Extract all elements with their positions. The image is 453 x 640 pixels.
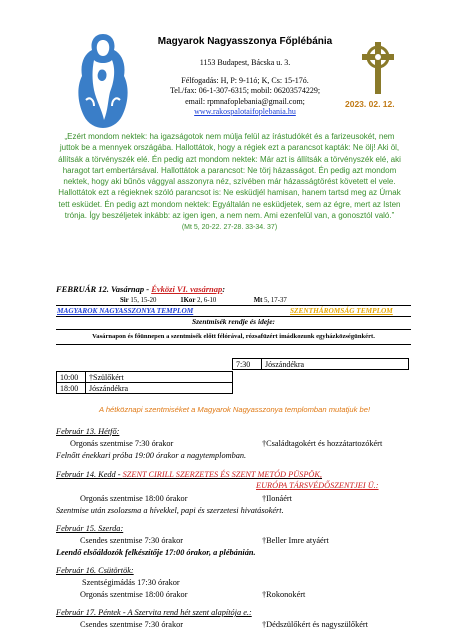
parish-address: 1153 Budapest, Bácska u. 3. <box>199 58 291 67</box>
mass-intention: †Dédszülőkért és nagyszülőkért <box>262 620 368 629</box>
reading-book: 1Kor <box>180 297 196 304</box>
mass-schedule-title: Szentmisék rendje és ideje: <box>191 317 276 326</box>
celtic-cross-icon <box>360 40 396 96</box>
sunday-date: FEBRUÁR 12. Vasárnap - <box>56 284 152 294</box>
right-mass-table <box>232 358 409 370</box>
day-heading-text: Február 14. Kedd - <box>56 470 123 479</box>
day-note: Leendő elsőáldozók felkészítője 17:00 órakor, a plébánián. <box>56 548 256 557</box>
office-hours: Félfogadás: H, P: 9-11ó; K, Cs: 15-17ó. <box>181 76 309 85</box>
weekday-notice: A hétköznapi szentmiséket a Magyarok Nagyasszonya templomban mutatjuk be! <box>98 405 371 414</box>
parish-title: Magyarok Nagyasszonya Főplébánia <box>157 36 333 47</box>
bulletin-date: 2023. 02. 12. <box>345 99 395 109</box>
sunday-readings <box>120 297 287 304</box>
mass-time: 10:00 <box>57 372 86 383</box>
mass-intention: †Rokonokért <box>262 590 306 599</box>
reading-book: Mt <box>253 297 263 304</box>
mass-time: 7:30 <box>233 359 262 370</box>
mass-entry: Szentségimádás 17:30 órakor <box>82 578 180 587</box>
mass-intention: Jószándékra <box>86 383 233 394</box>
day-heading <box>56 470 322 479</box>
sunday-suffix: : <box>222 284 226 294</box>
mass-intention: †Szülőkért <box>86 372 233 383</box>
table-row <box>57 383 233 394</box>
feast-name: SZENT CIRILL SZERZETES ÉS SZENT METÓD PÜSPÖK, <box>122 470 323 479</box>
sunday-event: Évközi VI. vasárnap <box>151 284 223 294</box>
mass-entry: Orgonás szentmise 18:00 órakor <box>80 590 188 599</box>
mass-entry: Orgonás szentmise 7:30 órakor <box>70 439 174 448</box>
day-heading: Február 16. Csütörtök: <box>56 566 134 575</box>
mass-entry: Csendes szentmise 7:30 órakor <box>80 536 183 545</box>
day-note: Szentmise után zsolozsma a hívekkel, papi és szerzetesi hivatásokért. <box>56 506 284 515</box>
left-mass-table <box>56 371 233 394</box>
contact-block <box>130 76 360 117</box>
mass-intention: †Családtagokért és hozzátartozókért <box>262 439 383 448</box>
day-heading: Február 13. Hétfő: <box>56 427 120 436</box>
phone-contact: Tel./fax: 06-1-307-6315; mobil: 06203574229; <box>169 86 321 96</box>
table-row <box>233 359 409 370</box>
gospel-reference: (Mt 5, 20-22. 27-28. 33-34. 37) <box>181 224 278 232</box>
gospel-quote <box>57 131 402 234</box>
church-right-name: SZENTHÁROMSÁG TEMPLOM <box>290 306 393 315</box>
divider <box>56 329 411 330</box>
reading-ref: 15, 15-20 <box>130 297 157 304</box>
mass-intention: †Beller Imre atyáért <box>262 536 329 545</box>
website-link[interactable]: www.rakospalotaifoplebania.hu <box>194 106 296 116</box>
rosary-banner: Vasárnapon és főünnepen a szentmisék előtt félórával, rózsafüzért imádkozunk egyházközségünkért. <box>92 333 375 340</box>
day-note: Felnőtt énekkari próba 19:00 órakor a nagytemplomban. <box>56 451 247 460</box>
mass-entry: Csendes szentmise 7:30 órakor <box>80 620 183 629</box>
mass-entry: Orgonás szentmise 18:00 órakor <box>80 494 188 503</box>
reading-ref: 5, 17-37 <box>264 297 287 304</box>
divider <box>56 344 411 345</box>
sunday-heading <box>56 284 225 294</box>
feast-name-cont: EURÓPA TÁRSVÉDŐSZENTJEI Ü.: <box>256 481 379 490</box>
church-left-name: MAGYAROK NAGYASSZONYA TEMPLOM <box>57 306 194 315</box>
mass-intention: †Ilonáért <box>262 494 292 503</box>
mass-intention: Jószándékra <box>262 359 409 370</box>
email-contact: email: rpmnafoplebania@gmail.com; <box>185 96 305 106</box>
gospel-quote-text: „Ezért mondom nektek: ha igazságotok nem múlja felül az írástudókét és a farizeusokét, nem juttok be a mennyek országába. Hallottátok, hogy a régiek ezt a parancsot kapták: Ne ölj! Aki öl, állítsák a törvényszék elé. Én pedig azt mondom nektek: Már azt is állítsák a törvényszék elé, aki haragot tart embertársával. Hallottátok a parancsot: Ne törj házasságot. Én pedig azt mondom nektek, hogy aki bűnös vággyal asszonyra néz, szívében már házasságtörést követett el vele. Hallottátok ezt a régieknek szóló parancsot is: Ne esküdjél hamisan, hanem tartsd meg az Úrnak tett esküdet. Én pedig azt mondom nektek: Egyáltalán ne esküdjetek, sem az égre, mert az Isten trónja. Így beszéljetek inkább: az igen igen, a nem nem. Ami ezenfelül van, a gonosztól való.” <box>58 132 401 221</box>
reading-book: Sir <box>120 297 129 304</box>
reading-ref: 2, 6-10 <box>197 297 217 304</box>
day-heading: Február 15. Szerda: <box>56 524 124 533</box>
day-heading: Február 17. Péntek - A Szervita rend hét szent alapítója e.: <box>56 608 252 617</box>
table-row <box>57 372 233 383</box>
mass-time: 18:00 <box>57 383 86 394</box>
